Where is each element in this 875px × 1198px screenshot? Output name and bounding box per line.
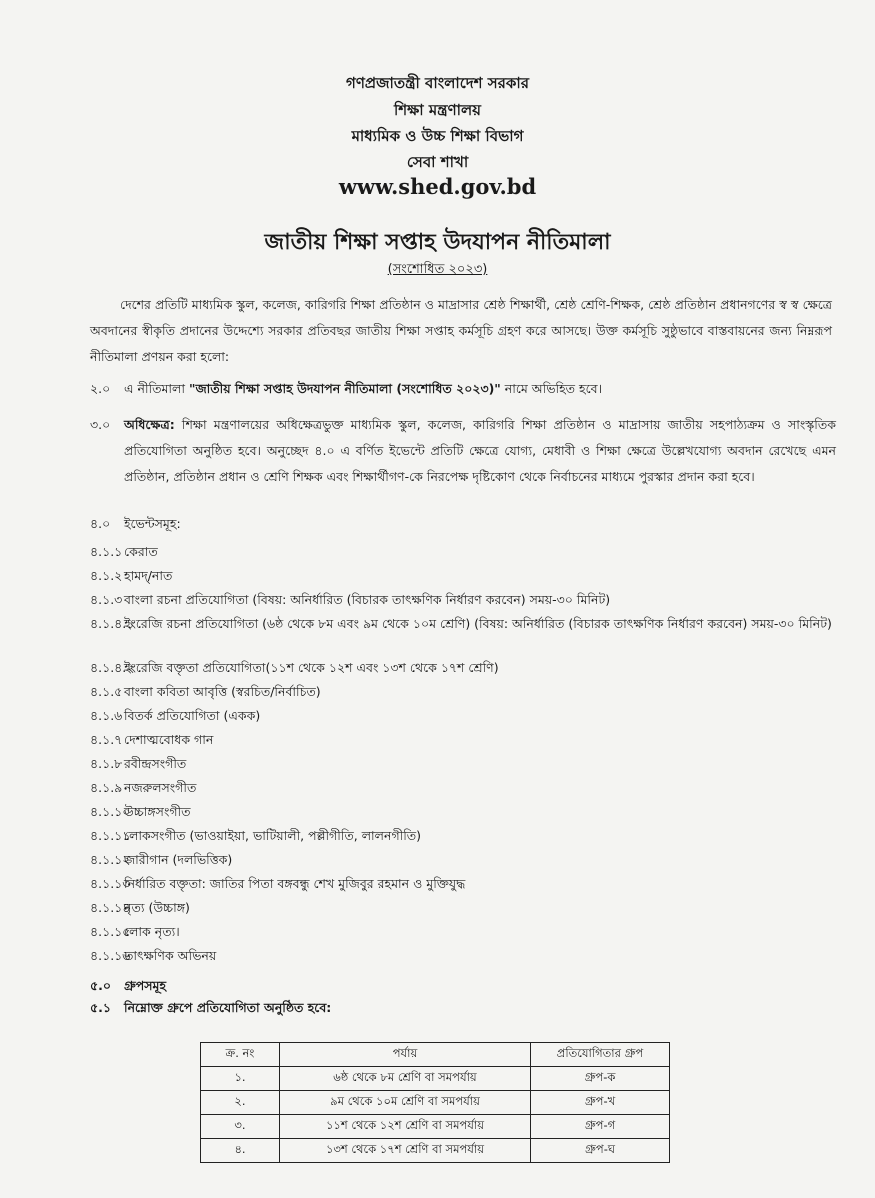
section-text: [124, 412, 836, 490]
header-division: মাধ্যমিক ও উচ্চ শিক্ষা বিভাগ: [351, 127, 524, 145]
event-number: ৪.১.২: [90, 568, 123, 583]
section-text-post: নামে অভিহিত হবে।: [500, 381, 603, 396]
section-label: ইভেন্টসমূহ:: [124, 516, 181, 531]
document-title: জাতীয় শিক্ষা সপ্তাহ উদযাপন নীতিমালা: [264, 230, 611, 255]
event-text: জারীগান (দলভিত্তিক): [124, 852, 233, 867]
event-number: ৪.১.৭: [90, 732, 123, 747]
event-number: ৪.১.১০: [90, 804, 131, 819]
event-text: হামদ্/নাত: [124, 568, 173, 583]
table-row: [201, 1091, 670, 1115]
event-number: ৪.১.১৩: [90, 876, 131, 891]
event-number: ৪.১.৮: [90, 756, 123, 771]
section-body: শিক্ষা মন্ত্রণালয়ের অধিক্ষেত্রভুক্ত মাধ্যমিক স্কুল, কলেজ, কারিগরি শিক্ষা প্রতিষ্ঠান ও মাদ্রাসায় জাতীয় সহপাঠ্যক্রম ও সাংস্কৃতিক প্রতিযোগিতা অনুষ্ঠিত হবে। অনুচ্ছেদ ৪.০ এ বর্ণিত ইভেন্টে প্রতিটি ক্ষেত্রে যোগ্য, মেধাবী ও শিক্ষা ক্ষেত্রে উল্লেখযোগ্য অবদান রেখেছে এমন প্রতিষ্ঠান, প্রতিষ্ঠান প্রধান ও শ্রেণি শিক্ষক এবং শিক্ষার্থীগণ-কে নিরপেক্ষ দৃষ্টিকোণ থেকে নির্বাচনের মাধ্যমে পুরস্কার প্রদান করা হবে।: [124, 417, 836, 484]
table-row: [201, 1139, 670, 1163]
event-text: বিতর্ক প্রতিযোগিতা (একক): [124, 708, 261, 723]
table-cell: গ্রুপ-ঘ: [531, 1139, 670, 1163]
event-text: দেশাত্মবোধক গান: [124, 732, 214, 747]
event-text: বাংলা কবিতা আবৃত্তি (স্বরচিত/নির্বাচিত): [124, 684, 321, 699]
event-number: ৪.১.৯: [90, 780, 123, 795]
event-text: ইংরেজি রচনা প্রতিযোগিতা (৬ষ্ঠ থেকে ৮ম এবং ৯ম থেকে ১০ম শ্রেণি) (বিষয়: অনির্ধারিত (বিচারক তাৎক্ষণিক নির্ধারণ করবেন) সময়-৩০ মিনিট): [124, 616, 832, 631]
section-number: ৪.০: [90, 516, 111, 531]
header-government: গণপ্রজাতন্ত্রী বাংলাদেশ সরকার: [346, 74, 529, 92]
column-header: পর্যায়: [280, 1043, 531, 1067]
event-text: নজরুলসংগীত: [124, 780, 197, 795]
table-row: [201, 1067, 670, 1091]
event-text: কেরাত: [124, 544, 158, 559]
table-header-row: [201, 1043, 670, 1067]
table-cell: ৯ম থেকে ১০ম শ্রেণি বা সমপর্যায়: [280, 1091, 531, 1115]
policy-name: "জাতীয় শিক্ষা সপ্তাহ উদযাপন নীতিমালা (সংশোধিত ২০২৩)": [188, 381, 501, 396]
section-label: অধিক্ষেত্র:: [124, 417, 175, 432]
column-header: ক্র. নং: [201, 1043, 280, 1067]
section-number: ৫.০: [90, 978, 111, 993]
section-number: ৩.০: [90, 417, 111, 432]
event-number: ৪.১.৪.১: [90, 616, 135, 631]
intro-paragraph: দেশের প্রতিটি মাধ্যমিক স্কুল, কলেজ, কারিগরি শিক্ষা প্রতিষ্ঠান ও মাদ্রাসার শ্রেষ্ঠ শিক্ষার্থী, শ্রেষ্ঠ শ্রেণি-শিক্ষক, শ্রেষ্ঠ প্রতিষ্ঠান প্রধানগণের স্ব স্ব ক্ষেত্রে অবদানের স্বীকৃতি প্রদানের উদ্দেশ্যে সরকার প্রতিবছর জাতীয় শিক্ষা সপ্তাহ কর্মসূচি গ্রহণ করে আসছে। উক্ত কর্মসূচি সুষ্ঠুভাবে বাস্তবায়নের জন্য নিম্নরূপ নীতিমালা প্রণয়ন করা হলো:: [90, 297, 832, 364]
event-number: ৪.১.১৪: [90, 900, 131, 915]
header-branch: সেবা শাখা: [406, 153, 469, 171]
section-number: ৫.১: [90, 1000, 111, 1015]
table-cell: ২.: [201, 1091, 280, 1115]
table-body: [201, 1067, 670, 1163]
event-text: তাৎক্ষণিক অভিনয়: [124, 948, 217, 963]
event-number: ৪.১.১৬: [90, 948, 131, 963]
table-cell: ১.: [201, 1067, 280, 1091]
table-cell: গ্রুপ-খ: [531, 1091, 670, 1115]
event-number: ৪.১.১৫: [90, 924, 131, 939]
group-table: [200, 1042, 670, 1163]
table-cell: ৬ষ্ঠ থেকে ৮ম শ্রেণি বা সমপর্যায়: [280, 1067, 531, 1091]
event-text: নির্ধারিত বক্তৃতা: জাতির পিতা বঙ্গবন্ধু শেখ মুজিবুর রহমান ও মুক্তিযুদ্ধ: [124, 876, 466, 891]
event-text: লোক নৃত্য।: [124, 924, 180, 939]
table-cell: ৪.: [201, 1139, 280, 1163]
table-cell: ৩.: [201, 1115, 280, 1139]
event-number: ৪.১.৩: [90, 592, 123, 607]
event-number: ৪.১.১১: [90, 828, 131, 843]
section-label: গ্রুপসমূহ: [124, 978, 167, 993]
event-number: ৪.১.১২: [90, 852, 131, 867]
event-number: ৪.১.৫: [90, 684, 123, 699]
event-text: উচ্চাঙ্গসংগীত: [124, 804, 191, 819]
section-number: ২.০: [90, 381, 111, 396]
event-text: বাংলা রচনা প্রতিযোগিতা (বিষয়: অনির্ধারিত (বিচারক তাৎক্ষণিক নির্ধারণ করবেন) সময়-৩০ মিনিট): [124, 592, 611, 607]
section-label: নিম্নোক্ত গ্রুপে প্রতিযোগিতা অনুষ্ঠিত হবে:: [124, 1000, 332, 1015]
section-text-pre: এ নীতিমালা: [124, 381, 189, 396]
document-subtitle: (সংশোধিত ২০২৩): [387, 262, 488, 277]
table-cell: ১১শ থেকে ১২শ শ্রেণি বা সমপর্যায়: [280, 1115, 531, 1139]
event-text: ইংরেজি বক্তৃতা প্রতিযোগিতা(১১শ থেকে ১২শ এবং ১৩শ থেকে ১৭শ শ্রেণি): [124, 660, 499, 675]
header-website: www.shed.gov.bd: [338, 174, 537, 199]
column-header: প্রতিযোগিতার গ্রুপ: [531, 1043, 670, 1067]
header-ministry: শিক্ষা মন্ত্রণালয়: [393, 101, 482, 119]
table-cell: গ্রুপ-ক: [531, 1067, 670, 1091]
section-text: [124, 378, 836, 400]
table-cell: গ্রুপ-গ: [531, 1115, 670, 1139]
event-number: ৪.১.৪.২: [90, 660, 135, 675]
event-number: ৪.১.৬: [90, 708, 123, 723]
table-cell: ১৩শ থেকে ১৭শ শ্রেণি বা সমপর্যায়: [280, 1139, 531, 1163]
event-number: ৪.১.১: [90, 544, 123, 559]
event-text: নৃত্য (উচ্চাঙ্গ): [124, 900, 190, 915]
table-row: [201, 1115, 670, 1139]
event-text: রবীন্দ্রসংগীত: [124, 756, 187, 771]
event-text: লোকসংগীত (ভাওয়াইয়া, ভাটিয়ালী, পল্লীগীতি, লালনগীতি): [124, 828, 422, 843]
